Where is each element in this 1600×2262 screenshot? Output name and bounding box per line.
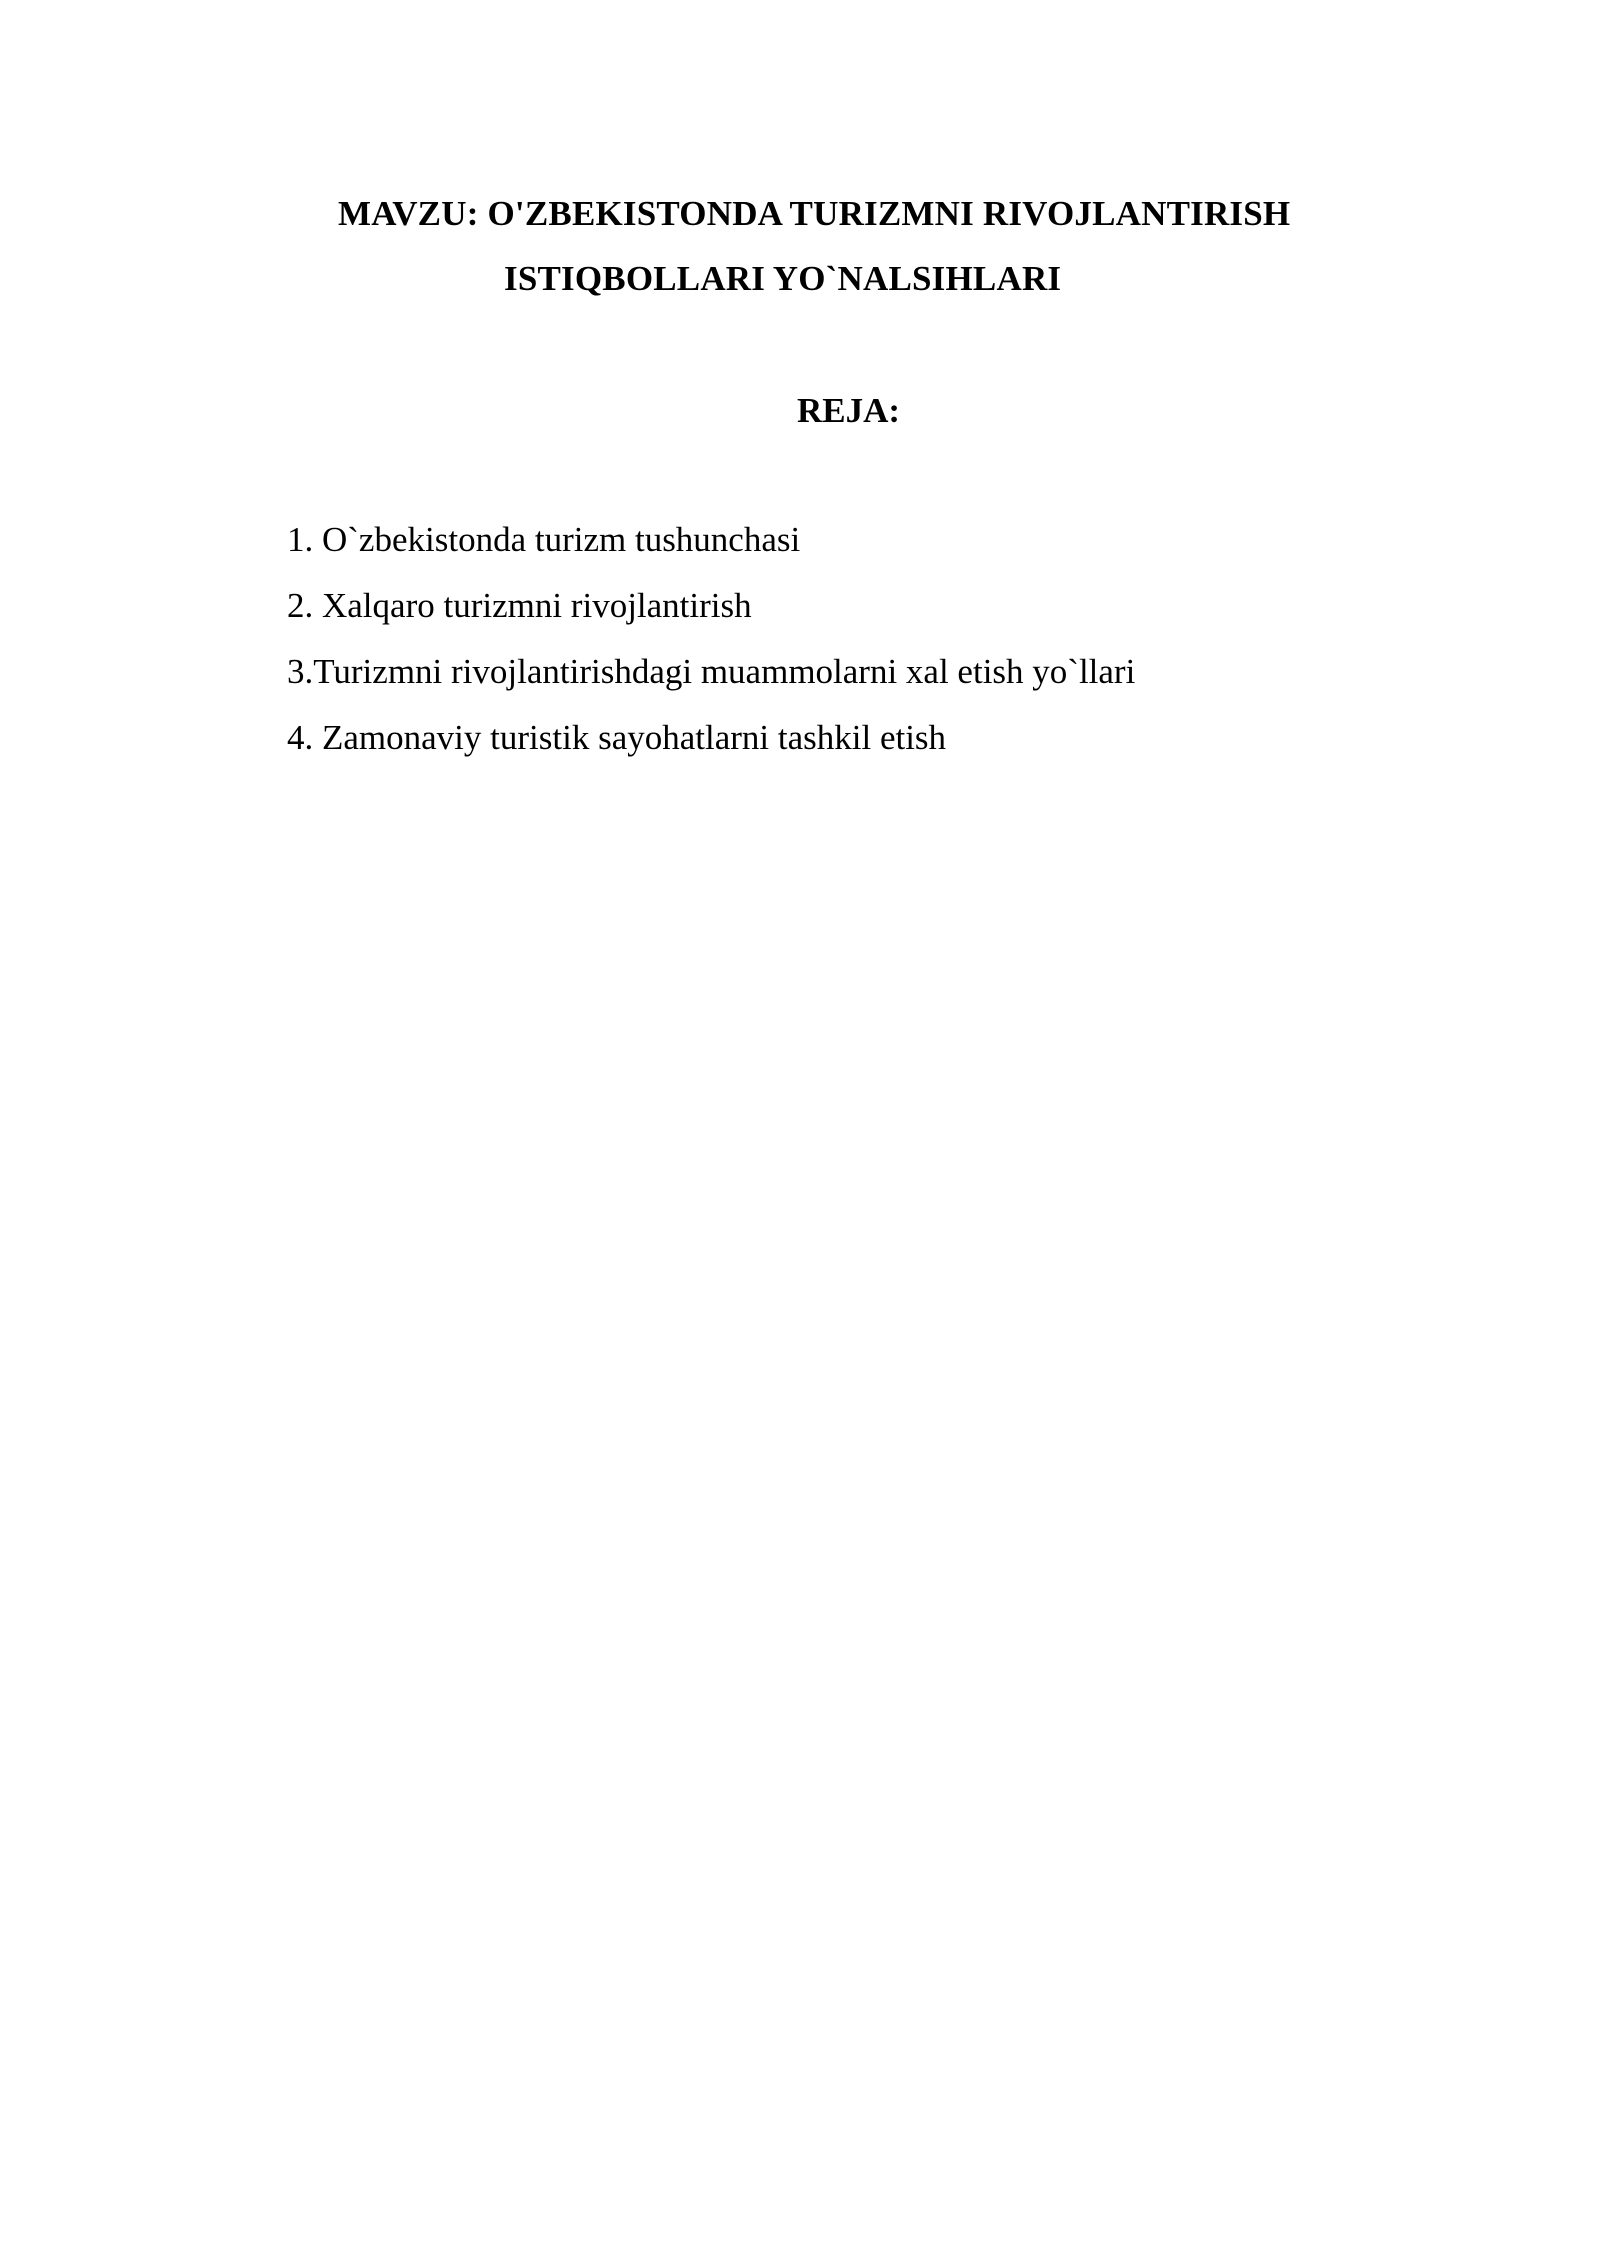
plan-list <box>287 518 1135 782</box>
document-title-line-1: MAVZU: O'ZBEKISTONDA TURIZMNI RIVOJLANTIRISH <box>338 194 1291 233</box>
plan-item: 3.Turizmni rivojlantirishdagi muammolarni xal etish yo`llari <box>287 652 1136 691</box>
plan-heading: REJA: <box>797 391 901 430</box>
document-title-line-2: ISTIQBOLLARI YO`NALSIHLARI <box>504 259 1062 298</box>
plan-item: 2. Xalqaro turizmni rivojlantirish <box>287 586 752 625</box>
plan-item: 1. O`zbekistonda turizm tushunchasi <box>287 520 801 559</box>
plan-item: 4. Zamonaviy turistik sayohatlarni tashkil etish <box>287 718 947 757</box>
